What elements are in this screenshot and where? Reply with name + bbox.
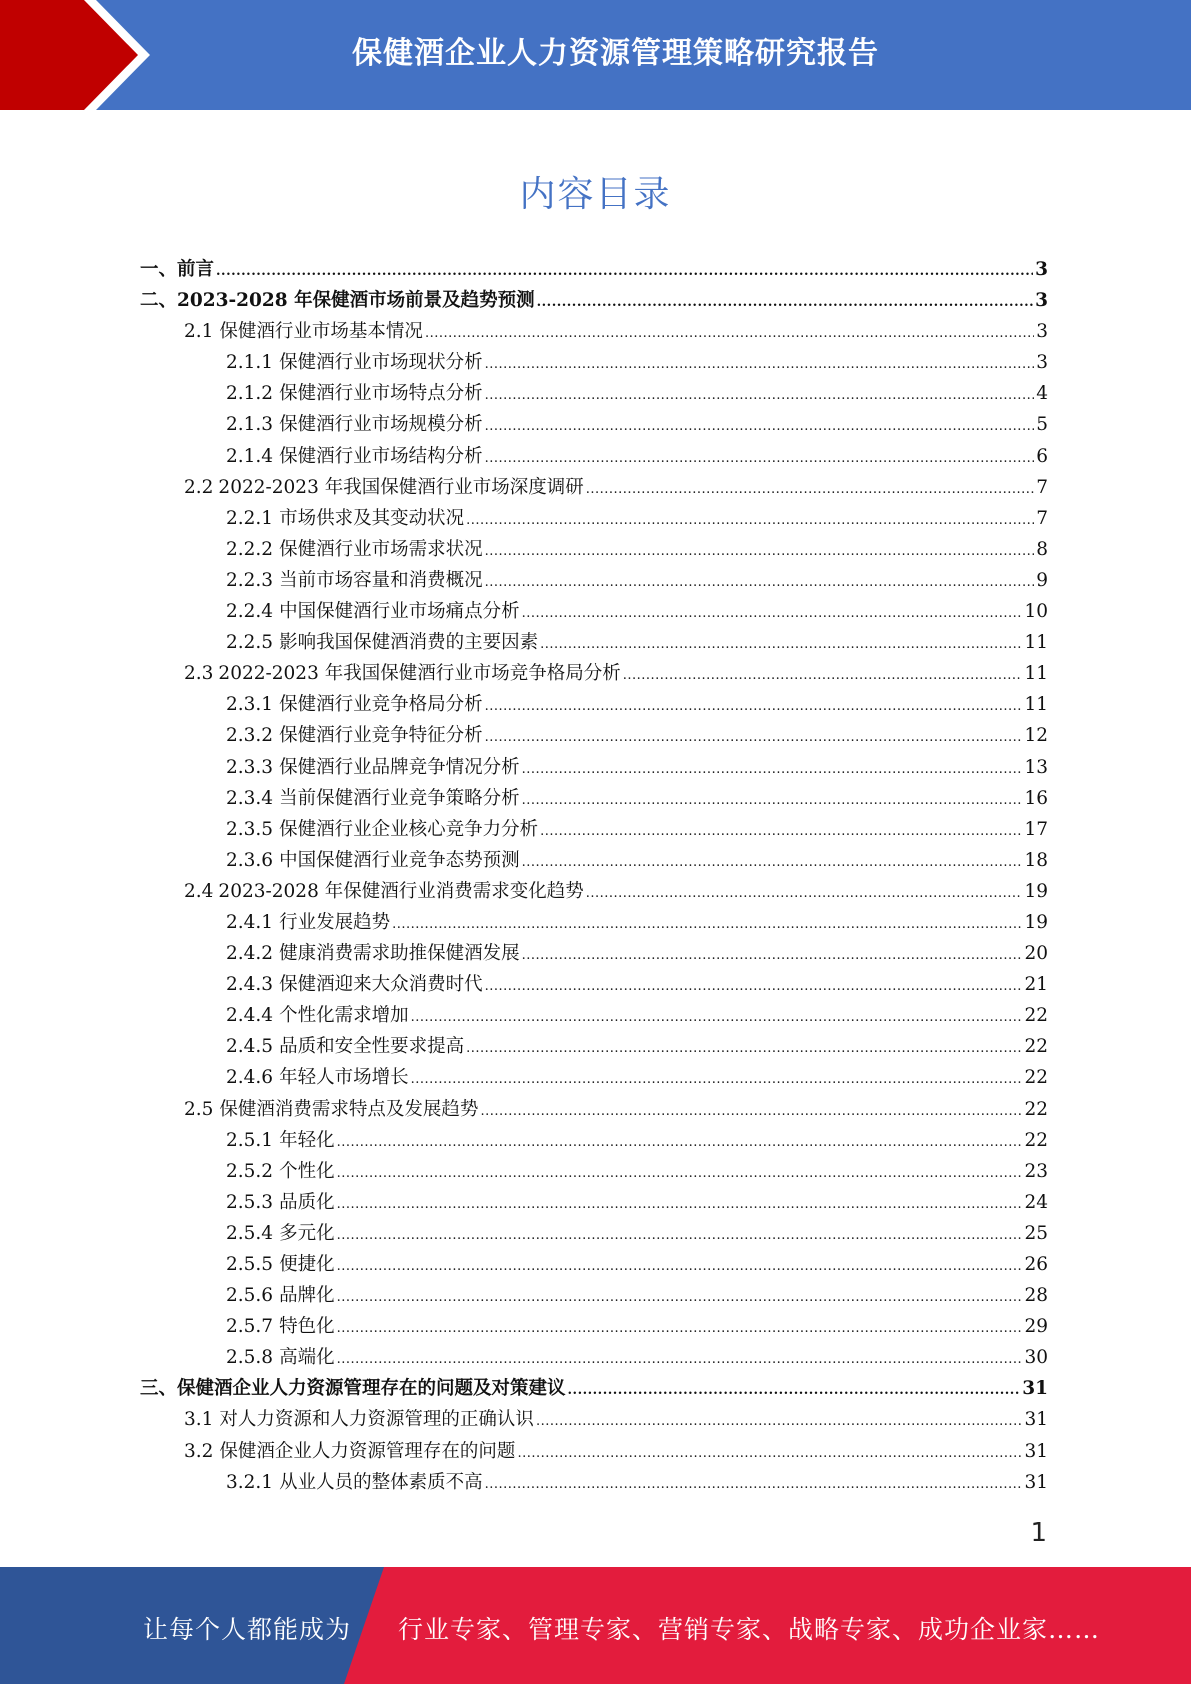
toc-entry[interactable]	[140, 814, 1048, 845]
toc-entry-text: 市场供求及其变动状况	[279, 507, 465, 529]
toc-entry-text: 保健酒消费需求特点及发展趋势	[219, 1098, 479, 1120]
toc-entry-text: 保健酒行业市场现状分析	[279, 352, 483, 374]
toc-entry[interactable]	[140, 845, 1048, 876]
page-header	[0, 0, 1191, 110]
toc-entry-number: 3.2.1	[226, 1471, 274, 1493]
toc-entry-label	[226, 752, 520, 783]
toc-entry-text: 保健酒行业市场特点分析	[279, 383, 483, 405]
toc-entry-label	[226, 1156, 335, 1187]
toc-entry-text: 2022-2023 年我国保健酒行业市场深度调研	[218, 476, 584, 498]
toc-dot-leader	[337, 1344, 1023, 1375]
toc-entry-number: 2.5	[184, 1098, 214, 1120]
toc-entry[interactable]	[140, 441, 1048, 472]
toc-entry-label	[226, 1000, 409, 1031]
toc-entry-text: 2023-2028 年保健酒行业消费需求变化趋势	[218, 880, 584, 902]
toc-entry-page: 7	[1036, 476, 1048, 498]
toc-entry-label	[226, 845, 520, 876]
toc-entry-text: 保健酒行业市场规模分析	[279, 414, 483, 436]
toc-entry-text: 从业人员的整体素质不高	[279, 1471, 483, 1493]
toc-entry-label	[140, 1373, 566, 1404]
toc-entry-page: 18	[1024, 849, 1048, 871]
toc-entry-number: 2.5.6	[226, 1285, 274, 1307]
toc-entry[interactable]	[140, 969, 1048, 1000]
toc-entry-number: 2.2.2	[226, 538, 274, 560]
toc-entry-label	[226, 534, 483, 565]
toc-dot-leader	[485, 691, 1023, 722]
toc-entry[interactable]	[140, 1094, 1048, 1125]
toc-dot-leader	[517, 1438, 1022, 1469]
toc-entry[interactable]	[140, 1031, 1048, 1062]
toc-dot-leader	[485, 971, 1023, 1002]
toc-dot-leader	[568, 1375, 1021, 1406]
toc-entry[interactable]	[140, 472, 1048, 503]
toc-dot-leader	[485, 443, 1035, 474]
toc-entry-page: 26	[1024, 1254, 1048, 1275]
toc-entry-text: 品质化	[279, 1191, 335, 1213]
toc-entry-text: 保健酒行业市场需求状况	[279, 538, 483, 560]
toc-entry[interactable]	[140, 409, 1048, 440]
toc-entry-number: 2.1	[184, 321, 214, 343]
toc-dot-leader	[485, 380, 1035, 411]
toc-entry-page: 9	[1036, 569, 1048, 591]
toc-entry-number: 2.2.3	[226, 569, 274, 591]
toc-entry[interactable]	[140, 689, 1048, 720]
toc-entry[interactable]	[140, 378, 1048, 409]
toc-heading: 内容目录	[519, 174, 672, 215]
toc-dot-leader	[392, 909, 1022, 940]
toc-entry-page: 25	[1024, 1222, 1048, 1244]
toc-entry-page: 11	[1024, 694, 1048, 716]
toc-entry-label	[226, 1467, 483, 1498]
toc-entry-number: 2.5.4	[226, 1222, 274, 1244]
toc-entry-page: 22	[1024, 1129, 1048, 1151]
toc-dot-leader	[522, 754, 1023, 785]
toc-entry-label	[226, 814, 538, 845]
toc-entry[interactable]	[140, 1156, 1048, 1187]
toc-dot-leader	[485, 1469, 1023, 1500]
toc-entry-number: 3.1	[184, 1409, 214, 1431]
toc-dot-leader	[522, 598, 1023, 629]
toc-entry-text: 保健酒行业竞争特征分析	[279, 725, 483, 747]
footer-slogan-left: 让每个人都能成为	[143, 1615, 352, 1644]
toc-entry[interactable]	[140, 1280, 1048, 1311]
toc-entry-page: 12	[1024, 725, 1048, 747]
table-of-contents	[140, 254, 1048, 1498]
toc-entry-text: 保健酒企业人力资源管理存在的问题及对策建议	[177, 1378, 566, 1400]
toc-entry[interactable]	[140, 627, 1048, 658]
toc-entry-number: 2.2	[184, 476, 214, 498]
page-number: 1	[1030, 1518, 1047, 1548]
report-title: 保健酒企业人力资源管理策略研究报告	[352, 36, 879, 71]
toc-entry-text: 健康消费需求助推保健酒发展	[279, 943, 520, 965]
toc-entry-number: 2.1.2	[226, 383, 274, 405]
toc-entry-text: 2022-2023 年我国保健酒行业市场竞争格局分析	[218, 663, 621, 685]
toc-entry-number: 2.4.1	[226, 911, 274, 933]
toc-dot-leader	[485, 411, 1035, 442]
toc-dot-leader	[537, 287, 1034, 318]
toc-entry-text: 年轻人市场增长	[279, 1067, 409, 1089]
toc-entry-number: 一、	[140, 259, 178, 280]
toc-entry-text: 多元化	[279, 1222, 335, 1244]
toc-entry-number: 2.4.2	[226, 943, 274, 965]
toc-dot-leader	[466, 1033, 1022, 1064]
toc-entry-page: 6	[1036, 445, 1048, 467]
toc-dot-leader	[485, 536, 1035, 567]
toc-entry-label	[184, 472, 584, 503]
toc-entry-number: 2.2.1	[226, 507, 274, 529]
toc-dot-leader	[522, 785, 1023, 816]
toc-entry[interactable]	[140, 1187, 1048, 1218]
toc-entry-page: 3	[1036, 352, 1048, 374]
toc-entry-text: 年轻化	[279, 1129, 335, 1151]
toc-entry-label	[226, 347, 483, 378]
toc-entry-label	[226, 1062, 409, 1093]
toc-entry-number: 2.3.5	[226, 818, 274, 840]
toc-entry[interactable]	[140, 752, 1048, 783]
toc-entry-page: 19	[1024, 880, 1048, 902]
toc-entry-label	[184, 1436, 515, 1467]
toc-dot-leader	[337, 1127, 1023, 1158]
toc-entry-page: 3	[1035, 259, 1048, 280]
toc-entry-page: 5	[1036, 414, 1048, 436]
toc-entry-label	[226, 1187, 335, 1218]
toc-entry[interactable]	[140, 1436, 1048, 1467]
toc-entry-text: 特色化	[279, 1316, 335, 1338]
toc-entry-label	[226, 1249, 335, 1280]
toc-entry-label	[140, 254, 214, 285]
toc-entry-number: 2.3.4	[226, 787, 274, 809]
toc-dot-leader	[586, 474, 1035, 505]
toc-entry-text: 当前市场容量和消费概况	[279, 569, 483, 591]
toc-entry-label	[226, 441, 483, 472]
toc-entry[interactable]	[140, 907, 1048, 938]
toc-entry-text: 当前保健酒行业竞争策略分析	[279, 787, 520, 809]
toc-entry-label	[226, 409, 483, 440]
toc-entry-number: 2.3.3	[226, 756, 274, 778]
toc-entry-text: 个性化需求增加	[279, 1005, 409, 1027]
toc-entry-label	[226, 1218, 335, 1249]
toc-entry-number: 2.1.3	[226, 414, 274, 436]
toc-entry-number: 2.1.1	[226, 352, 274, 374]
toc-entry-page: 30	[1024, 1347, 1048, 1369]
toc-dot-leader	[337, 1220, 1023, 1251]
toc-entry-page: 24	[1024, 1191, 1048, 1213]
toc-dot-leader	[480, 1096, 1022, 1127]
toc-entry-text: 保健酒行业品牌竞争情况分析	[279, 756, 520, 778]
toc-entry[interactable]	[140, 720, 1048, 751]
toc-entry-text: 行业发展趋势	[279, 911, 391, 933]
toc-entry-text: 前言	[177, 259, 215, 280]
toc-entry-number: 2.5.3	[226, 1191, 274, 1213]
toc-entry-page: 16	[1024, 787, 1048, 809]
toc-dot-leader	[466, 505, 1034, 536]
toc-entry-text: 高端化	[279, 1347, 335, 1369]
toc-entry-number: 2.4.6	[226, 1067, 274, 1089]
toc-entry-page: 31	[1024, 1440, 1048, 1462]
toc-entry-page: 20	[1024, 943, 1048, 965]
toc-entry-page: 10	[1024, 601, 1048, 623]
toc-entry[interactable]	[140, 596, 1048, 627]
toc-entry-text: 品牌化	[279, 1285, 335, 1307]
toc-entry[interactable]	[140, 347, 1048, 378]
toc-entry-page: 22	[1024, 1098, 1048, 1120]
toc-entry[interactable]	[140, 565, 1048, 596]
toc-dot-leader	[522, 847, 1023, 878]
toc-entry[interactable]	[140, 254, 1048, 285]
toc-dot-leader	[337, 1313, 1023, 1344]
toc-entry-page: 11	[1024, 663, 1048, 685]
toc-entry-page: 31	[1022, 1378, 1048, 1400]
toc-entry[interactable]	[140, 1249, 1048, 1280]
toc-entry[interactable]	[140, 1467, 1048, 1498]
toc-entry[interactable]	[140, 1373, 1048, 1404]
toc-entry[interactable]	[140, 658, 1048, 689]
toc-entry-number: 2.3.2	[226, 725, 274, 747]
toc-entry-page: 31	[1024, 1471, 1048, 1493]
toc-entry-number: 2.3.6	[226, 849, 274, 871]
page-footer	[0, 1567, 1191, 1684]
toc-entry-label	[226, 969, 483, 1000]
toc-entry[interactable]	[140, 1342, 1048, 1373]
toc-dot-leader	[337, 1158, 1023, 1189]
toc-entry-label	[226, 907, 390, 938]
toc-entry-text: 个性化	[279, 1160, 335, 1182]
toc-entry[interactable]	[140, 285, 1048, 316]
toc-entry-label	[226, 1342, 335, 1373]
toc-entry-number: 2.3.1	[226, 694, 274, 716]
toc-entry[interactable]	[140, 316, 1048, 347]
toc-entry-number: 2.4.5	[226, 1036, 274, 1058]
toc-dot-leader	[216, 256, 1033, 287]
toc-entry-page: 31	[1024, 1409, 1048, 1431]
toc-entry-number: 2.5.7	[226, 1316, 274, 1338]
toc-dot-leader	[337, 1251, 1023, 1282]
toc-dot-leader	[337, 1282, 1023, 1313]
toc-entry-number: 2.5.8	[226, 1347, 274, 1369]
toc-entry-text: 保健酒行业竞争格局分析	[279, 694, 483, 716]
toc-entry-number: 2.1.4	[226, 445, 274, 467]
toc-entry-label	[226, 1311, 335, 1342]
toc-entry-label	[184, 1404, 534, 1435]
toc-entry-label	[140, 285, 535, 316]
toc-entry-text: 保健酒行业市场基本情况	[219, 321, 423, 343]
toc-entry-label	[226, 1125, 335, 1156]
toc-dot-leader	[623, 660, 1023, 691]
toc-entry[interactable]	[140, 1125, 1048, 1156]
toc-entry-page: 3	[1036, 321, 1048, 343]
toc-entry-number: 2.5.2	[226, 1160, 274, 1182]
toc-entry-text: 品质和安全性要求提高	[279, 1036, 465, 1058]
toc-entry[interactable]	[140, 1218, 1048, 1249]
toc-entry-page: 4	[1036, 383, 1048, 405]
toc-entry[interactable]	[140, 1000, 1048, 1031]
toc-dot-leader	[536, 1406, 1023, 1437]
toc-entry[interactable]	[140, 534, 1048, 565]
toc-entry-label	[226, 938, 520, 969]
toc-entry-page: 19	[1024, 911, 1048, 933]
toc-entry-label	[226, 596, 520, 627]
toc-entry-text: 2023-2028 年保健酒市场前景及趋势预测	[177, 290, 535, 312]
toc-entry-page: 22	[1024, 1036, 1048, 1058]
toc-dot-leader	[522, 940, 1023, 971]
toc-entry-text: 保健酒迎来大众消费时代	[279, 974, 483, 996]
toc-dot-leader	[411, 1064, 1023, 1095]
toc-dot-leader	[485, 349, 1035, 380]
toc-entry-text: 便捷化	[279, 1254, 335, 1275]
toc-entry-label	[226, 689, 483, 720]
toc-entry-label	[226, 503, 464, 534]
toc-entry-label	[226, 783, 520, 814]
toc-dot-leader	[540, 629, 1022, 660]
toc-dot-leader	[485, 567, 1035, 598]
toc-entry-label	[226, 1031, 464, 1062]
toc-entry[interactable]	[140, 503, 1048, 534]
toc-entry-number: 2.3	[184, 663, 214, 685]
toc-entry-text: 保健酒行业企业核心竞争力分析	[279, 818, 539, 840]
toc-entry-page: 21	[1024, 974, 1048, 996]
toc-entry-page: 11	[1024, 632, 1048, 654]
toc-entry-label	[226, 720, 483, 751]
toc-entry-text: 保健酒企业人力资源管理存在的问题	[219, 1440, 516, 1462]
toc-entry-number: 2.4.4	[226, 1005, 274, 1027]
toc-entry[interactable]	[140, 938, 1048, 969]
toc-entry[interactable]	[140, 1062, 1048, 1093]
toc-entry-label	[226, 378, 483, 409]
toc-dot-leader	[425, 318, 1034, 349]
toc-entry-label	[226, 627, 538, 658]
toc-entry-label	[184, 316, 423, 347]
toc-entry-text: 保健酒行业市场结构分析	[279, 445, 483, 467]
toc-entry-label	[184, 1094, 478, 1125]
toc-entry-text: 中国保健酒行业竞争态势预测	[279, 849, 520, 871]
toc-entry-number: 2.2.5	[226, 632, 274, 654]
toc-entry-text: 对人力资源和人力资源管理的正确认识	[219, 1409, 534, 1431]
toc-entry-page: 22	[1024, 1005, 1048, 1027]
toc-entry-number: 2.4	[184, 880, 214, 902]
toc-entry-page: 22	[1024, 1067, 1048, 1089]
toc-entry-page: 13	[1024, 756, 1048, 778]
toc-entry-text: 中国保健酒行业市场痛点分析	[279, 601, 520, 623]
toc-entry[interactable]	[140, 876, 1048, 907]
toc-entry-page: 28	[1024, 1285, 1048, 1307]
toc-entry-number: 2.5.5	[226, 1254, 274, 1275]
toc-entry-number: 2.2.4	[226, 601, 274, 623]
toc-entry-number: 三、	[140, 1378, 178, 1400]
toc-entry-number: 2.5.1	[226, 1129, 274, 1151]
toc-entry-label	[226, 1280, 335, 1311]
toc-dot-leader	[586, 878, 1023, 909]
toc-dot-leader	[337, 1189, 1023, 1220]
toc-entry-number: 2.4.3	[226, 974, 274, 996]
toc-entry-page: 29	[1024, 1316, 1048, 1338]
toc-entry-number: 二、	[140, 290, 178, 312]
toc-dot-leader	[540, 816, 1022, 847]
toc-dot-leader	[411, 1002, 1023, 1033]
toc-entry[interactable]	[140, 1404, 1048, 1435]
toc-entry[interactable]	[140, 783, 1048, 814]
toc-entry-page: 3	[1035, 290, 1048, 312]
toc-entry-page: 7	[1036, 507, 1048, 529]
toc-entry-text: 影响我国保健酒消费的主要因素	[279, 632, 539, 654]
toc-entry-label	[184, 876, 584, 907]
toc-entry[interactable]	[140, 1311, 1048, 1342]
toc-entry-page: 17	[1024, 818, 1048, 840]
toc-entry-page: 23	[1024, 1160, 1048, 1182]
toc-entry-page: 8	[1036, 538, 1048, 560]
toc-dot-leader	[485, 722, 1023, 753]
footer-slogan-right: 行业专家、管理专家、营销专家、战略专家、成功企业家……	[398, 1615, 1101, 1644]
toc-entry-number: 3.2	[184, 1440, 214, 1462]
toc-entry-label	[184, 658, 621, 689]
toc-entry-label	[226, 565, 483, 596]
